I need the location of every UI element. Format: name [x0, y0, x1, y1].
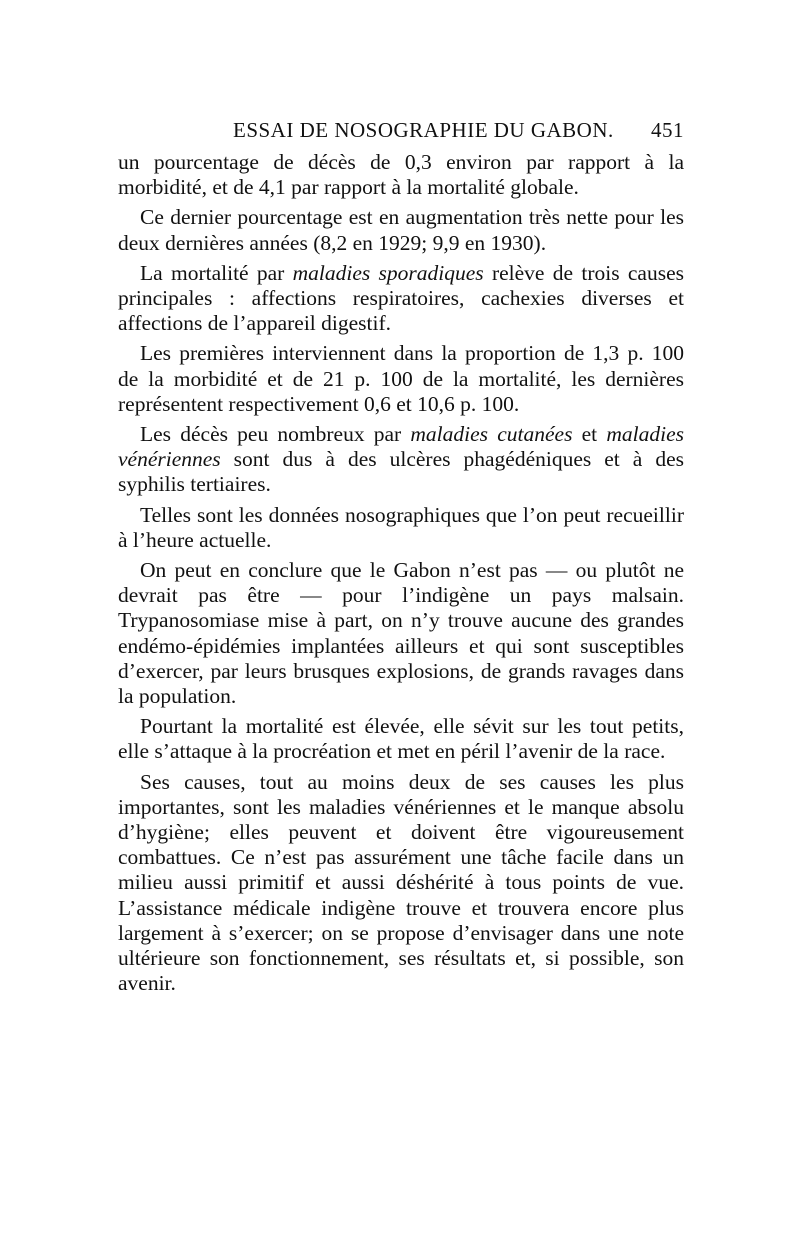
paragraph-text: Ses causes, tout au moins deux de ses causes les plus importantes, sont les maladies vénériennes et le manque absolu d’hygiène; elles peuvent et doivent être vigoureusement combattues. Ce n’est pas assurément une tâche facile dans un milieu aussi primitif et aussi déshérité à tous points de vue. L’assistance médicale indigène trouve et trouvera encore plus largement à s’exercer; on se propose d’envisager dans une note ultérieure son fonctionnement, ses résultats et, si possible, son avenir.: [118, 769, 684, 996]
running-head: [118, 118, 684, 148]
italic-term-venereal: maladies vénériennes: [118, 422, 684, 472]
paragraph-text: Les décès peu nombreux par: [140, 422, 411, 447]
paragraph-cutaneous-venereal: [118, 422, 684, 498]
paragraph-proportions: [118, 341, 684, 417]
paragraph-high-mortality: [118, 714, 684, 764]
paragraph-conclusion: [118, 558, 684, 709]
paragraph-causes: [118, 770, 684, 997]
page-number: 451: [651, 118, 684, 142]
paragraph-text: sont dus à des ulcères phagédéniques et à des syphilis tertiaires.: [118, 447, 684, 497]
paragraph-sporadic-diseases: [118, 261, 684, 337]
paragraph-nosographic-data: [118, 503, 684, 553]
paragraph-text: et: [572, 422, 607, 447]
paragraph-recent-increase: [118, 205, 684, 255]
paragraph-text: La mortalité par: [140, 260, 293, 285]
paragraph-text: relève de trois causes principales : affections respiratoires, cachexies diverses et affections de l’appareil digestif.: [118, 260, 684, 336]
paragraph-text: Telles sont les données nosographiques que l’on peut recueillir à l’heure actuelle.: [118, 502, 684, 552]
body-text: [118, 150, 684, 1002]
paragraph-text: Les premières interviennent dans la proportion de 1,3 p. 100 de la morbidité et de 21 p. 100 de la mortalité, les dernières représentent respectivement 0,6 et 10,6 p. 100.: [118, 341, 684, 416]
paragraph-text: On peut en conclure que le Gabon n’est pas — ou plutôt ne devrait pas être — pour l’indigène un pays malsain. Trypanosomiase mise à part, on n’y trouve aucune des grandes endémo-épidémies implantées ailleurs et qui sont susceptibles d’exercer, par leurs brusques explosions, de grands ravages dans la population.: [118, 558, 684, 709]
italic-term-sporadic: maladies sporadiques: [292, 260, 484, 285]
italic-term-cutaneous: maladies cutanées: [410, 422, 573, 447]
paragraph-text: un pourcentage de décès de 0,3 environ par rapport à la morbidité, et de 4,1 par rapport à la mortalité globale.: [118, 150, 684, 200]
paragraph-text: Pourtant la mortalité est élevée, elle sévit sur les tout petits, elle s’attaque à la procréation et met en péril l’avenir de la race.: [118, 714, 684, 764]
paragraph-mortality-percentage: [118, 150, 684, 200]
paragraph-text: Ce dernier pourcentage est en augmentation très nette pour les deux dernières années (8,2 en 1929; 9,9 en 1930).: [118, 205, 684, 255]
running-title: ESSAI DE NOSOGRAPHIE DU GABON.: [233, 118, 614, 142]
